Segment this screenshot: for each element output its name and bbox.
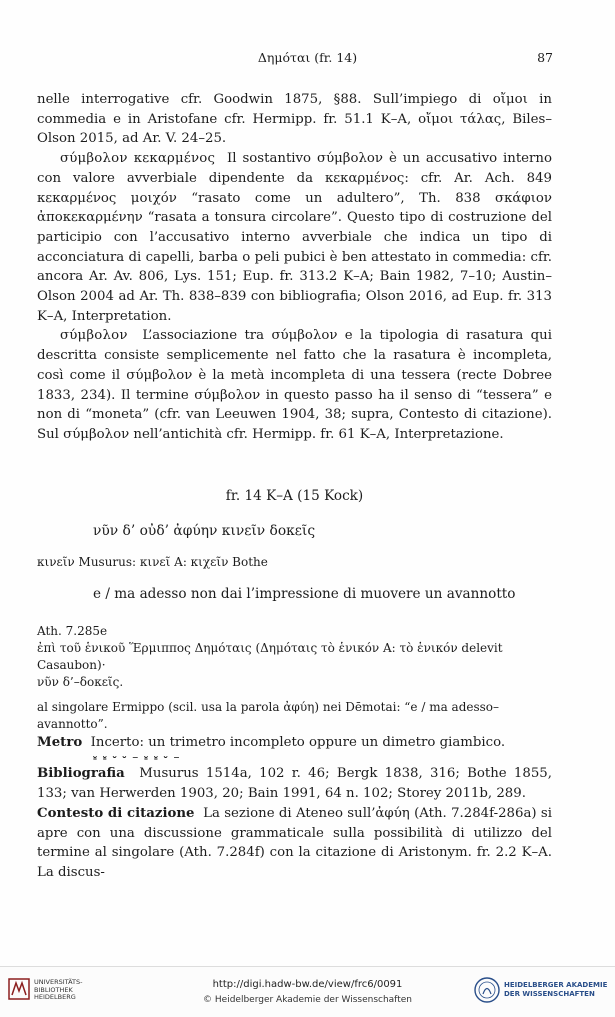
permalink[interactable]: http://digi.hadw-bw.de/view/frc6/0091 — [212, 979, 403, 990]
lemma-symbolon-kekarmenos: σύμβολον κεκαρμένος — [60, 151, 216, 167]
library-name-line-1: UNIVERSITÄTS- — [34, 978, 83, 986]
copyright-notice: © Heidelberger Akademie der Wissenschaften — [203, 995, 412, 1005]
paragraph-2 — [37, 149, 552, 326]
source-text-line-2: νῦν δ’–δοκεῖς. — [37, 674, 124, 689]
fragment-heading: fr. 14 K–A (15 Kock) — [225, 487, 364, 504]
contesto-label: Contesto di citazione — [37, 805, 195, 821]
running-head — [0, 50, 615, 70]
contesto-section — [37, 804, 552, 883]
paragraph-3 — [37, 326, 552, 444]
critical-apparatus: κινεῖν Musurus: κινεῖ A: κιχεῖν Bothe — [37, 555, 268, 570]
academy-seal-icon — [474, 977, 500, 1003]
translation: e / ma adesso non dai l’impressione di muovere un avannotto — [93, 586, 516, 603]
paragraph-1: nelle interrogative cfr. Goodwin 1875, §88. Sull’impiego di οἴμοι in commedia e in Aristofane cfr. Hermipp. fr. 51.1 K–A, οἴμοι τάλας, Biles–Olson 2015, ad Ar. V. 24–25. — [37, 92, 552, 147]
contesto-text: La sezione di Ateneo sull’ἀφύη (Ath. 7.284f-286a) si apre con una discussione grammaticale sulla possibilità di utilizzo del termine al singolare (Ath. 7.284f) con la citazione di Aristonym. fr. 2.2 K–A. La discus- — [37, 805, 552, 880]
source-block — [37, 623, 552, 691]
metro-text: Incerto: un trimetro incompleto oppure un dimetro giambico. — [90, 734, 506, 750]
source-note: al singolare Ermippo (scil. usa la parola ἀφύη) nei Dēmotai: “e / ma adesso–avannotto”. — [37, 699, 500, 731]
library-name-line-2: BIBLIOTHEK — [34, 985, 73, 994]
page-number: 87 — [537, 50, 553, 65]
source-text-line-1: ἐπὶ τοῦ ἑνικοῦ Ἕρμιππος Δημόταις (Δημόταις τὸ ἑνικόν A: τὸ ἑνικόν delevit Casaubon)· — [37, 640, 503, 672]
bibliografia-section — [37, 764, 552, 803]
main-text — [37, 90, 552, 883]
greek-verse: νῦν δ’ οὐδ’ ἀφύην κινεῖν δοκεῖς — [93, 523, 316, 540]
library-name-line-3: HEIDELBERG — [34, 993, 76, 1001]
bibliografia-text: Musurus 1514a, 102 r. 46; Bergk 1838, 316; Bothe 1855, 133; van Herwerden 1903, 20; Bain 1991, 64 n. 102; Storey 2011b, 289. — [37, 766, 552, 802]
lemma-symbolon: σύμβολον — [60, 328, 128, 344]
academy-name-line-2: DER WISSENSCHAFTEN — [504, 990, 595, 998]
paragraph-2-text: Il sostantivo σύμβολον è un accusativo interno con valore avverbiale dipendente da κεκαρμένος: cfr. Ar. Ach. 849 κεκαρμένος μοιχόν “rasato come un adultero”, Th. 838 σκάφιον ἀποκεκαρμένην “rasata a tonsura circolare”. Questo tipo di costruzione del participio con l’accusativo interno avverbiale che indica un tipo di acconciatura di capelli, barba o peli pubici è ben attestato in commedia: cfr. ancora Ar. Av. 806, Lys. 151; Eup. fr. 313.2 K–A; Bain 1982, 7–10; Austin–Olson 2004 ad Ar. Th. 838–839 con bibliografia; Olson 2016, ad Eup. fr. 313 K–A, Interpretation. — [37, 151, 552, 324]
paragraph-3-text: L’associazione tra σύμβολον e la tipologia di rasatura qui descritta consiste semplicemente nel fatto che la rasatura è incompleta, così come il σύμβολον è la metà incompleta di una tessera (recte Dobree 1833, 234). Il termine σύμβολον in questo passo ha il senso di “tessera” e non di “moneta” (cfr. van Leeuwen 1904, 38; supra, Contesto di citazione). Sul σύμβολον nell’antichità cfr. Hermipp. fr. 61 K–A, Interpretazione. — [37, 328, 552, 442]
academy-name-line-1: HEIDELBERGER AKADEMIE — [504, 981, 608, 989]
source-reference: Ath. 7.285e — [37, 623, 108, 638]
metrical-scheme: ⏓ ⏓ ⏑ ⏑ – ⏓ ⏓ ⏑ – — [93, 750, 181, 765]
bibliografia-label: Bibliografia — [37, 766, 125, 782]
footer-bar — [0, 966, 615, 1017]
academy-name — [504, 981, 607, 999]
running-head-title: Δημόται (fr. 14) — [257, 50, 358, 65]
metro-label: Metro — [37, 734, 83, 750]
